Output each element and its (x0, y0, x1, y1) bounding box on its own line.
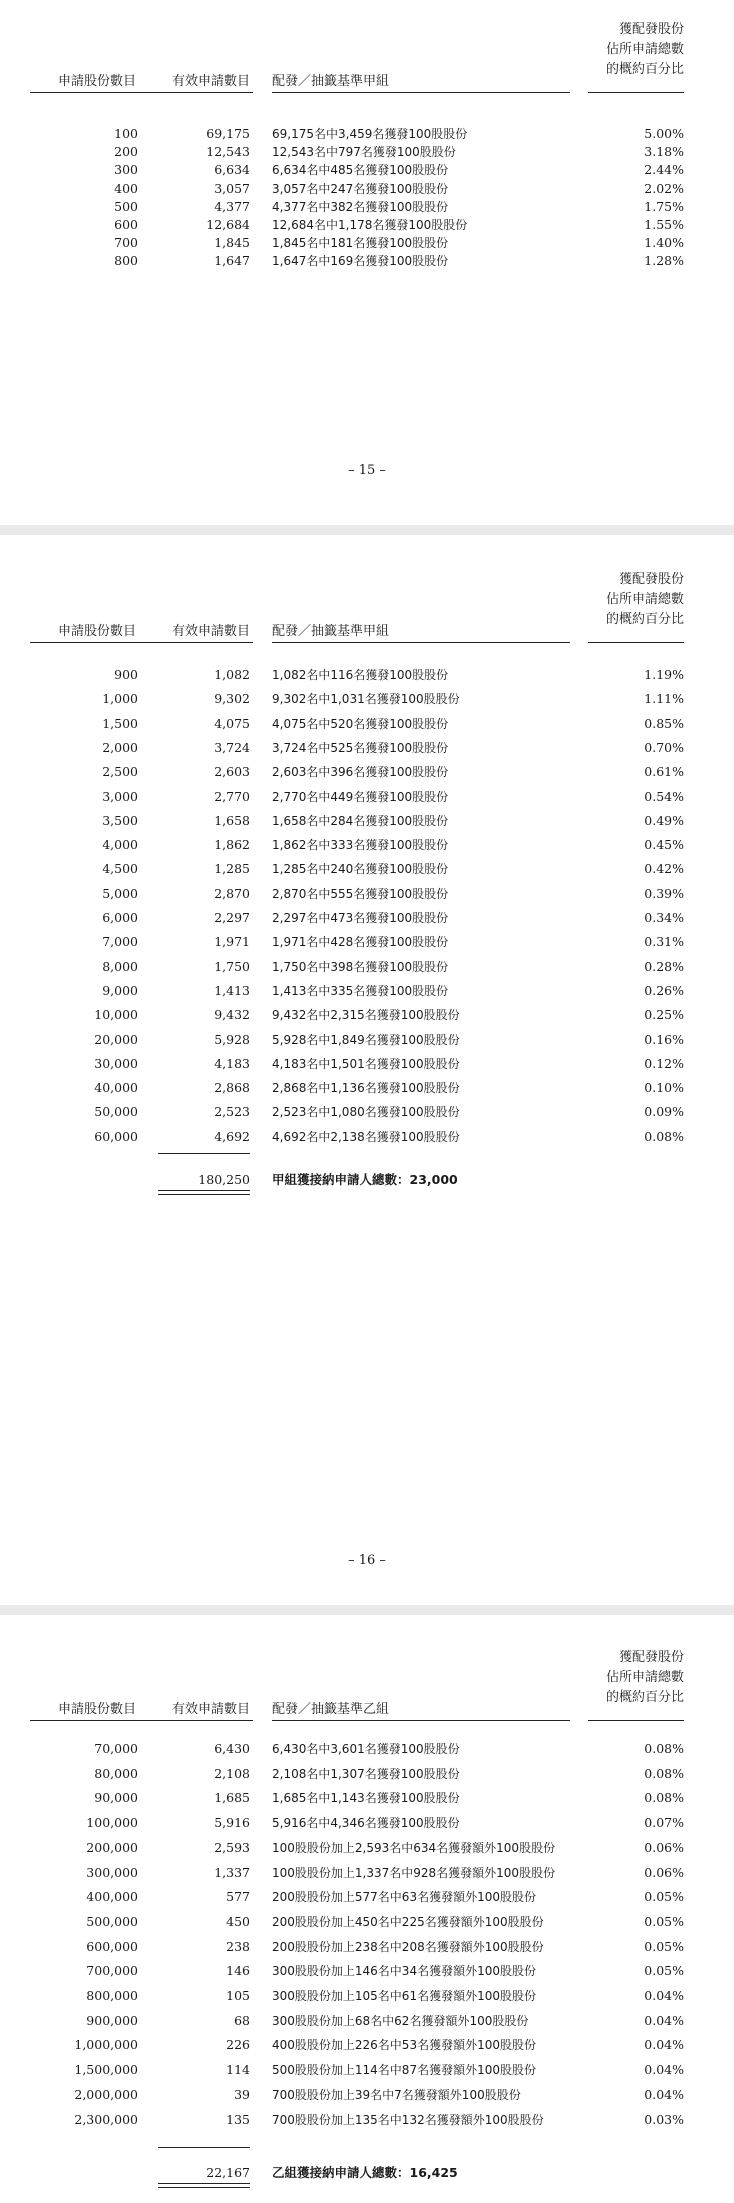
table-row (0, 2033, 734, 2057)
table-row (0, 1125, 734, 1149)
row-shares-applied: 800,000 (86, 1988, 138, 2003)
header-percentage-column (606, 1648, 684, 1708)
document-page-17 (0, 1615, 734, 2203)
row-shares-applied: 1,500 (102, 715, 138, 731)
table-row (0, 1003, 734, 1027)
header-pct-line3: 的概約百分比 (605, 62, 684, 77)
row-percentage: 0.08% (644, 1741, 684, 1756)
header-pct-line1: 獲配發股份 (618, 22, 684, 37)
row-allocation-basis: 4,183名中1,501名獲發100股股份 (272, 1056, 460, 1071)
row-valid-applications: 114 (226, 2062, 250, 2078)
row-valid-applications: 6,430 (214, 1741, 250, 1756)
row-valid-applications: 450 (226, 1913, 250, 1929)
row-shares-applied: 6,000 (102, 910, 138, 925)
row-allocation-basis: 2,108名中1,307名獲發100股股份 (272, 1766, 460, 1781)
row-valid-applications: 4,692 (214, 1128, 250, 1144)
row-allocation-basis: 1,685名中1,143名獲發100股股份 (272, 1791, 460, 1806)
total-valid-applications: 22,167 (206, 2165, 250, 2180)
row-percentage: 0.04% (644, 2037, 684, 2053)
header-valid-applications: 有效申請數目 (172, 74, 251, 89)
row-valid-applications: 9,302 (214, 691, 250, 707)
header-percentage-column (606, 570, 684, 630)
row-valid-applications: 1,685 (214, 1790, 250, 1806)
row-allocation-basis: 100股股份加上2,593名中634名獲發額外100股股份 (272, 1840, 556, 1855)
total-successful-applicants: 甲組獲接納申請人總數：23,000 (272, 1172, 458, 1187)
table-row (0, 833, 734, 857)
row-allocation-basis: 1,845名中181名獲發100股股份 (272, 236, 449, 251)
document-page-16 (0, 535, 734, 1605)
table-row (0, 2009, 734, 2033)
row-allocation-basis: 1,082名中116名獲發100股股份 (272, 668, 449, 682)
row-allocation-basis: 300股股份加上146名中34名獲發額外100股股份 (272, 1964, 536, 1979)
row-percentage: 0.39% (644, 885, 684, 901)
header-pct-line2: 佔所申請總數 (605, 592, 684, 607)
row-shares-applied: 300,000 (86, 1864, 138, 1880)
header-pct-line1: 獲配發股份 (618, 1650, 684, 1665)
row-shares-applied: 900 (114, 667, 138, 682)
row-valid-applications: 12,684 (206, 217, 250, 232)
row-shares-applied: 4,500 (102, 861, 138, 877)
table-row (0, 1737, 734, 1761)
table-row (0, 712, 734, 736)
row-valid-applications: 2,523 (214, 1104, 250, 1120)
row-shares-applied: 600 (114, 217, 138, 232)
row-percentage: 0.12% (644, 1055, 684, 1071)
header-shares-applied: 申請股份數目 (58, 1702, 137, 1717)
row-percentage: 1.55% (644, 217, 684, 232)
row-allocation-basis: 700股股份加上135名中132名獲發額外100股股份 (272, 2112, 544, 2127)
row-allocation-basis: 2,770名中449名獲發100股股份 (272, 789, 449, 804)
table-row (0, 906, 734, 930)
row-allocation-basis: 9,302名中1,031名獲發100股股份 (272, 692, 460, 707)
row-valid-applications: 2,770 (214, 788, 250, 804)
header-shares-applied: 申請股份數目 (58, 74, 137, 89)
row-shares-applied: 8,000 (102, 958, 138, 974)
page-number: – 15 – (348, 463, 386, 478)
row-allocation-basis: 1,647名中169名獲發100股股份 (272, 254, 449, 269)
row-allocation-basis: 6,634名中485名獲發100股股份 (272, 163, 449, 178)
row-allocation-basis: 1,750名中398名獲發100股股份 (272, 959, 449, 974)
row-allocation-basis: 3,057名中247名獲發100股股份 (272, 181, 449, 196)
table-row (0, 760, 734, 784)
row-shares-applied: 400,000 (86, 1889, 138, 1905)
row-percentage: 3.18% (644, 144, 684, 160)
row-valid-applications: 2,297 (214, 910, 250, 925)
row-shares-applied: 20,000 (94, 1031, 138, 1047)
table-row (0, 2108, 734, 2132)
header-pct-line1: 獲配發股份 (618, 572, 684, 587)
header-rule-middle (272, 642, 570, 643)
row-valid-applications: 68 (234, 2012, 250, 2028)
row-allocation-basis: 2,603名中396名獲發100股股份 (272, 765, 449, 780)
row-percentage: 2.44% (644, 162, 684, 178)
row-valid-applications: 6,634 (214, 162, 250, 178)
row-shares-applied: 3,500 (102, 812, 138, 828)
total-double-rule (158, 1190, 250, 1195)
row-percentage: 0.85% (644, 715, 684, 731)
row-percentage: 0.09% (644, 1104, 684, 1120)
row-allocation-basis: 500股股份加上114名中87名獲發額外100股股份 (272, 2063, 536, 2078)
row-allocation-basis: 12,543名中797名獲發100股股份 (272, 145, 456, 160)
header-rule-right (588, 1720, 684, 1721)
row-percentage: 0.31% (644, 934, 684, 950)
row-valid-applications: 1,750 (214, 958, 250, 974)
row-valid-applications: 2,603 (214, 764, 250, 780)
row-percentage: 0.61% (644, 764, 684, 780)
row-shares-applied: 800 (114, 253, 138, 269)
row-percentage: 0.26% (644, 982, 684, 998)
header-valid-applications: 有效申請數目 (172, 1702, 251, 1717)
header-rule-middle (272, 92, 570, 93)
row-valid-applications: 238 (226, 1938, 250, 1954)
row-shares-applied: 2,000,000 (74, 2086, 138, 2102)
row-allocation-basis: 2,523名中1,080名獲發100股股份 (272, 1105, 460, 1120)
row-valid-applications: 1,845 (214, 235, 250, 251)
table-row (0, 1885, 734, 1909)
table-row (0, 1786, 734, 1810)
table-row (0, 1762, 734, 1786)
row-percentage: 1.75% (644, 198, 684, 214)
row-percentage: 1.28% (644, 253, 684, 269)
row-valid-applications: 69,175 (206, 126, 250, 141)
total-double-rule (158, 2183, 250, 2188)
row-valid-applications: 9,432 (214, 1007, 250, 1023)
row-percentage: 0.04% (644, 2062, 684, 2078)
row-percentage: 0.03% (644, 2111, 684, 2127)
row-valid-applications: 135 (226, 2111, 250, 2127)
row-shares-applied: 1,000 (102, 691, 138, 707)
row-allocation-basis: 2,297名中473名獲發100股股份 (272, 911, 449, 925)
row-valid-applications: 12,543 (206, 144, 250, 160)
row-allocation-basis: 4,692名中2,138名獲發100股股份 (272, 1129, 460, 1144)
table-row (0, 2083, 734, 2107)
subtotal-rule (158, 1153, 250, 1154)
row-shares-applied: 2,000 (102, 739, 138, 755)
row-valid-applications: 2,870 (214, 885, 250, 901)
row-shares-applied: 200 (114, 144, 138, 160)
row-shares-applied: 400 (114, 180, 138, 196)
row-percentage: 1.19% (644, 667, 684, 682)
header-pct-line2: 佔所申請總數 (605, 42, 684, 57)
row-allocation-basis: 1,285名中240名獲發100股股份 (272, 862, 449, 877)
table-row (0, 2058, 734, 2082)
row-valid-applications: 1,337 (214, 1864, 250, 1880)
header-rule-right (588, 642, 684, 643)
table-row (0, 979, 734, 1003)
row-allocation-basis: 69,175名中3,459名獲發100股股份 (272, 127, 468, 141)
row-allocation-basis: 200股股份加上450名中225名獲發額外100股股份 (272, 1914, 544, 1929)
header-rule-left (30, 92, 253, 93)
subtotal-rule (158, 2147, 250, 2148)
row-shares-applied: 7,000 (102, 934, 138, 950)
row-shares-applied: 200,000 (86, 1839, 138, 1855)
row-allocation-basis: 2,870名中555名獲發100股股份 (272, 886, 449, 901)
row-allocation-basis: 400股股份加上226名中53名獲發額外100股股份 (272, 2038, 536, 2053)
table-row (0, 736, 734, 760)
row-allocation-basis: 200股股份加上238名中208名獲發額外100股股份 (272, 1939, 544, 1954)
header-allocation-basis: 配發／抽籤基準乙組 (272, 1702, 390, 1717)
row-percentage: 0.54% (644, 788, 684, 804)
row-shares-applied: 500 (114, 198, 138, 214)
row-percentage: 0.06% (644, 1839, 684, 1855)
row-percentage: 0.08% (644, 1128, 684, 1144)
row-valid-applications: 146 (226, 1963, 250, 1979)
row-percentage: 0.42% (644, 861, 684, 877)
header-pct-line2: 佔所申請總數 (605, 1670, 684, 1685)
header-pct-line3: 的概約百分比 (605, 1690, 684, 1705)
table-row (0, 1052, 734, 1076)
row-valid-applications: 1,971 (214, 934, 250, 950)
row-valid-applications: 2,868 (214, 1080, 250, 1096)
row-percentage: 0.04% (644, 2086, 684, 2102)
row-shares-applied: 30,000 (94, 1055, 138, 1071)
row-percentage: 0.08% (644, 1765, 684, 1781)
row-shares-applied: 10,000 (94, 1007, 138, 1023)
row-valid-applications: 1,862 (214, 837, 250, 853)
row-shares-applied: 300 (114, 162, 138, 178)
table-row (0, 882, 734, 906)
row-percentage: 0.08% (644, 1790, 684, 1806)
row-allocation-basis: 9,432名中2,315名獲發100股股份 (272, 1008, 460, 1023)
table-row (0, 1984, 734, 2008)
row-valid-applications: 1,413 (214, 982, 250, 998)
row-percentage: 0.07% (644, 1815, 684, 1831)
table-row (0, 1935, 734, 1959)
row-allocation-basis: 5,928名中1,849名獲發100股股份 (272, 1032, 460, 1047)
row-percentage: 2.02% (644, 180, 684, 196)
row-shares-applied: 4,000 (102, 837, 138, 853)
row-shares-applied: 900,000 (86, 2012, 138, 2028)
row-percentage: 0.16% (644, 1031, 684, 1047)
row-percentage: 0.28% (644, 958, 684, 974)
row-percentage: 0.05% (644, 1889, 684, 1905)
row-allocation-basis: 3,724名中525名獲發100股股份 (272, 740, 449, 755)
row-percentage: 0.45% (644, 837, 684, 853)
page-number: – 16 – (348, 1553, 386, 1568)
table-row (0, 930, 734, 954)
row-valid-applications: 4,183 (214, 1055, 250, 1071)
row-shares-applied: 50,000 (94, 1104, 138, 1120)
table-row (0, 1836, 734, 1860)
row-valid-applications: 105 (226, 1988, 250, 2003)
row-valid-applications: 3,724 (214, 739, 250, 755)
total-valid-applications: 180,250 (198, 1172, 250, 1187)
row-allocation-basis: 1,658名中284名獲發100股股份 (272, 813, 449, 828)
row-percentage: 5.00% (644, 126, 684, 141)
header-rule-middle (272, 1720, 570, 1721)
header-rule-left (30, 642, 253, 643)
row-allocation-basis: 5,916名中4,346名獲發100股股份 (272, 1816, 460, 1831)
row-valid-applications: 1,647 (214, 253, 250, 269)
row-valid-applications: 4,075 (214, 715, 250, 731)
table-row (0, 1861, 734, 1885)
row-shares-applied: 90,000 (94, 1790, 138, 1806)
row-valid-applications: 3,057 (214, 180, 250, 196)
row-valid-applications: 2,108 (214, 1765, 250, 1781)
total-successful-applicants: 乙組獲接納申請人總數：16,425 (272, 2165, 458, 2180)
row-allocation-basis: 4,075名中520名獲發100股股份 (272, 716, 449, 731)
table-row (0, 1959, 734, 1983)
row-shares-applied: 100,000 (86, 1815, 138, 1831)
header-rule-right (588, 92, 684, 93)
table-row (0, 1076, 734, 1100)
row-percentage: 0.10% (644, 1080, 684, 1096)
table-row (0, 809, 734, 833)
header-rule-left (30, 1720, 253, 1721)
table-row (0, 857, 734, 881)
row-shares-applied: 40,000 (94, 1080, 138, 1096)
row-percentage: 0.06% (644, 1864, 684, 1880)
row-shares-applied: 1,000,000 (74, 2037, 138, 2053)
row-shares-applied: 70,000 (94, 1741, 138, 1756)
row-percentage: 0.34% (644, 910, 684, 925)
row-percentage: 0.04% (644, 2012, 684, 2028)
row-allocation-basis: 4,377名中382名獲發100股股份 (272, 199, 449, 214)
header-allocation-basis: 配發／抽籤基準甲組 (272, 74, 390, 89)
table-row (0, 687, 734, 711)
row-shares-applied: 700 (114, 235, 138, 251)
header-shares-applied: 申請股份數目 (58, 624, 137, 639)
row-percentage: 0.04% (644, 1988, 684, 2003)
row-percentage: 0.25% (644, 1007, 684, 1023)
row-valid-applications: 39 (234, 2086, 250, 2102)
row-allocation-basis: 6,430名中3,601名獲發100股股份 (272, 1742, 460, 1756)
table-row (0, 1100, 734, 1124)
row-shares-applied: 2,500 (102, 764, 138, 780)
row-valid-applications: 4,377 (214, 198, 250, 214)
row-shares-applied: 9,000 (102, 982, 138, 998)
row-allocation-basis: 200股股份加上577名中63名獲發額外100股股份 (272, 1890, 536, 1905)
header-allocation-basis: 配發／抽籤基準甲組 (272, 624, 390, 639)
row-valid-applications: 577 (226, 1889, 250, 1905)
row-allocation-basis: 300股股份加上68名中62名獲發額外100股股份 (272, 2013, 529, 2028)
row-percentage: 0.05% (644, 1938, 684, 1954)
row-allocation-basis: 700股股份加上39名中7名獲發額外100股股份 (272, 2087, 521, 2102)
row-percentage: 0.05% (644, 1913, 684, 1929)
row-valid-applications: 226 (226, 2037, 250, 2053)
row-percentage: 0.70% (644, 739, 684, 755)
row-shares-applied: 60,000 (94, 1128, 138, 1144)
row-shares-applied: 700,000 (86, 1963, 138, 1979)
row-valid-applications: 5,928 (214, 1031, 250, 1047)
table-row (0, 1028, 734, 1052)
row-percentage: 1.40% (644, 235, 684, 251)
row-allocation-basis: 12,684名中1,178名獲發100股股份 (272, 218, 468, 232)
row-allocation-basis: 1,971名中428名獲發100股股份 (272, 935, 449, 950)
table-row (0, 785, 734, 809)
row-allocation-basis: 100股股份加上1,337名中928名獲發額外100股股份 (272, 1865, 556, 1880)
document-page-15 (0, 0, 734, 525)
row-shares-applied: 3,000 (102, 788, 138, 804)
table-row (0, 1811, 734, 1835)
header-pct-line3: 的概約百分比 (605, 612, 684, 627)
row-valid-applications: 1,082 (214, 667, 250, 682)
row-shares-applied: 5,000 (102, 885, 138, 901)
row-shares-applied: 80,000 (94, 1765, 138, 1781)
row-valid-applications: 1,285 (214, 861, 250, 877)
row-shares-applied: 1,500,000 (74, 2062, 138, 2078)
row-allocation-basis: 1,413名中335名獲發100股股份 (272, 983, 449, 998)
row-shares-applied: 100 (114, 126, 138, 141)
table-row (0, 955, 734, 979)
header-valid-applications: 有效申請數目 (172, 624, 251, 639)
table-row (0, 249, 734, 273)
table-row (0, 663, 734, 687)
row-shares-applied: 600,000 (86, 1938, 138, 1954)
row-percentage: 0.49% (644, 812, 684, 828)
row-percentage: 1.11% (644, 691, 684, 707)
table-row (0, 1910, 734, 1934)
row-shares-applied: 500,000 (86, 1913, 138, 1929)
row-percentage: 0.05% (644, 1963, 684, 1979)
header-percentage-column (606, 20, 684, 80)
row-shares-applied: 2,300,000 (74, 2111, 138, 2127)
row-allocation-basis: 1,862名中333名獲發100股股份 (272, 838, 449, 853)
row-allocation-basis: 300股股份加上105名中61名獲發額外100股股份 (272, 1989, 536, 2003)
row-valid-applications: 2,593 (214, 1839, 250, 1855)
row-valid-applications: 1,658 (214, 812, 250, 828)
row-allocation-basis: 2,868名中1,136名獲發100股股份 (272, 1081, 460, 1096)
row-valid-applications: 5,916 (214, 1815, 250, 1831)
